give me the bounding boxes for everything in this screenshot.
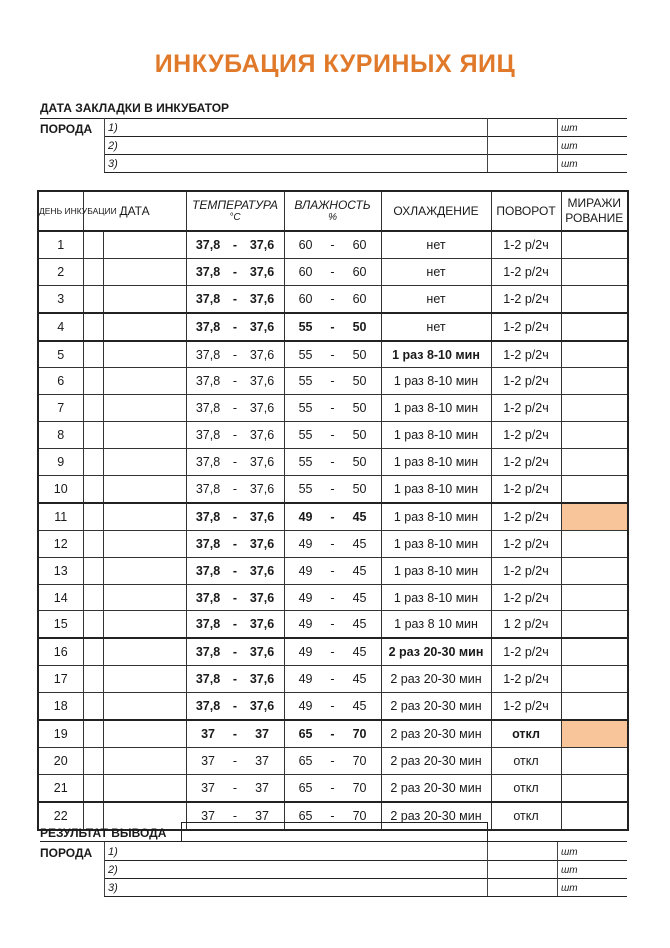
date-cell[interactable]: [103, 258, 186, 285]
table-row: [38, 530, 628, 557]
table-row: [38, 720, 628, 747]
gap-cell: [83, 285, 103, 312]
turn-cell: 1-2 р/2ч: [491, 422, 561, 449]
day-cell: 1: [38, 231, 83, 258]
date-cell[interactable]: [103, 720, 186, 747]
cooling-cell: 2 раз 20-30 мин: [381, 720, 491, 747]
humidity-cell: 55 - 50: [284, 313, 381, 341]
day-cell: 4: [38, 313, 83, 341]
gap-cell: [83, 503, 103, 530]
date-cell[interactable]: [103, 231, 186, 258]
candling-cell: [561, 774, 628, 801]
gap-cell: [83, 611, 103, 638]
cooling-cell: нет: [381, 231, 491, 258]
day-cell: 12: [38, 530, 83, 557]
candling-cell: [561, 422, 628, 449]
candling-cell: [561, 395, 628, 422]
date-cell[interactable]: [103, 611, 186, 638]
humidity-cell: 65 - 70: [284, 747, 381, 774]
cooling-cell: 1 раз 8-10 мин: [381, 341, 491, 368]
day-cell: 11: [38, 503, 83, 530]
temp-cell: 37,8 - 37,6: [186, 368, 284, 395]
col-turn-header: ПОВОРОТ: [491, 191, 561, 231]
date-cell[interactable]: [103, 503, 186, 530]
date-cell[interactable]: [103, 341, 186, 368]
table-row: [38, 611, 628, 638]
day-cell: 18: [38, 693, 83, 720]
table-row: [38, 231, 628, 258]
cooling-cell: нет: [381, 313, 491, 341]
cooling-cell: нет: [381, 285, 491, 312]
table-row: [38, 584, 628, 611]
temp-cell: 37,8 - 37,6: [186, 313, 284, 341]
date-cell[interactable]: [103, 693, 186, 720]
date-cell[interactable]: [103, 584, 186, 611]
humidity-cell: 55 - 50: [284, 395, 381, 422]
footer-line-1-unit: шт: [561, 847, 578, 858]
date-cell[interactable]: [103, 368, 186, 395]
col-temp-header: ТЕМПЕРАТУРА °C: [186, 191, 284, 231]
temp-cell: 37,8 - 37,6: [186, 584, 284, 611]
gap-cell: [83, 747, 103, 774]
col-mir-header: МИРАЖИ РОВАНИЕ: [561, 191, 628, 231]
candling-cell: [561, 231, 628, 258]
date-cell[interactable]: [103, 774, 186, 801]
humidity-cell: 49 - 45: [284, 530, 381, 557]
humidity-cell: 60 - 60: [284, 285, 381, 312]
cooling-cell: 2 раз 20-30 мин: [381, 747, 491, 774]
turn-cell: 1-2 р/2ч: [491, 666, 561, 693]
turn-cell: 1-2 р/2ч: [491, 258, 561, 285]
temp-cell: 37 - 37: [186, 802, 284, 830]
temp-cell: 37,8 - 37,6: [186, 449, 284, 476]
temp-cell: 37,8 - 37,6: [186, 557, 284, 584]
humidity-cell: 65 - 70: [284, 774, 381, 801]
cooling-cell: 2 раз 20-30 мин: [381, 638, 491, 665]
humidity-cell: 55 - 50: [284, 449, 381, 476]
gap-cell: [83, 368, 103, 395]
temp-cell: 37,8 - 37,6: [186, 611, 284, 638]
turn-cell: 1-2 р/2ч: [491, 313, 561, 341]
page-title: ИНКУБАЦИЯ КУРИНЫХ ЯИЦ: [154, 50, 516, 78]
col-date-header: ДАТА: [83, 191, 186, 231]
humidity-cell: 49 - 45: [284, 503, 381, 530]
day-cell: 6: [38, 368, 83, 395]
footer-line-2-unit: шт: [561, 865, 578, 876]
turn-cell: 1-2 р/2ч: [491, 368, 561, 395]
date-cell[interactable]: [103, 747, 186, 774]
breed-line-3-label: 3): [108, 158, 118, 170]
gap-cell: [83, 422, 103, 449]
candling-cell: [561, 258, 628, 285]
date-cell[interactable]: [103, 422, 186, 449]
turn-cell: 1-2 р/2ч: [491, 341, 561, 368]
temp-cell: 37 - 37: [186, 747, 284, 774]
gap-cell: [83, 638, 103, 665]
humidity-cell: 60 - 60: [284, 231, 381, 258]
date-cell[interactable]: [103, 666, 186, 693]
candling-cell: [561, 341, 628, 368]
date-cell[interactable]: [103, 638, 186, 665]
footer-line-2-label: 2): [108, 864, 118, 876]
cooling-cell: 1 раз 8-10 мин: [381, 584, 491, 611]
candling-cell: [561, 313, 628, 341]
turn-cell: 1 2 р/2ч: [491, 611, 561, 638]
cooling-cell: 1 раз 8-10 мин: [381, 530, 491, 557]
candling-cell: [561, 720, 628, 747]
footer-line-1-label: 1): [108, 846, 118, 858]
gap-cell: [83, 693, 103, 720]
candling-cell: [561, 747, 628, 774]
cooling-cell: 1 раз 8-10 мин: [381, 395, 491, 422]
turn-cell: 1-2 р/2ч: [491, 395, 561, 422]
day-cell: 19: [38, 720, 83, 747]
date-label: ДАТА ЗАКЛАДКИ В ИНКУБАТОР: [40, 101, 230, 115]
candling-cell: [561, 802, 628, 830]
table-row: [38, 422, 628, 449]
cooling-cell: 2 раз 20-30 мин: [381, 802, 491, 830]
gap-cell: [83, 341, 103, 368]
footer-line-3-unit: шт: [561, 883, 578, 894]
table-row: [38, 693, 628, 720]
date-cell[interactable]: [103, 476, 186, 503]
day-cell: 15: [38, 611, 83, 638]
incubation-table: [37, 190, 629, 831]
turn-cell: 1-2 р/2ч: [491, 285, 561, 312]
table-row: [38, 747, 628, 774]
gap-cell: [83, 313, 103, 341]
day-cell: 20: [38, 747, 83, 774]
gap-cell: [83, 476, 103, 503]
turn-cell: 1-2 р/2ч: [491, 476, 561, 503]
day-cell: 22: [38, 802, 83, 830]
candling-cell: [561, 666, 628, 693]
candling-cell: [561, 503, 628, 530]
turn-cell: 1-2 р/2ч: [491, 530, 561, 557]
turn-cell: 1-2 р/2ч: [491, 231, 561, 258]
turn-cell: 1-2 р/2ч: [491, 449, 561, 476]
candling-cell: [561, 693, 628, 720]
turn-cell: 1-2 р/2ч: [491, 503, 561, 530]
day-cell: 2: [38, 258, 83, 285]
day-cell: 10: [38, 476, 83, 503]
humidity-cell: 55 - 50: [284, 476, 381, 503]
footer-breed-label: ПОРОДА: [40, 846, 93, 860]
humidity-cell: 65 - 70: [284, 802, 381, 830]
temp-cell: 37,8 - 37,6: [186, 231, 284, 258]
gap-cell: [83, 584, 103, 611]
table-row: [38, 258, 628, 285]
humidity-cell: 55 - 50: [284, 368, 381, 395]
date-cell[interactable]: [103, 395, 186, 422]
day-cell: 5: [38, 341, 83, 368]
candling-cell: [561, 611, 628, 638]
temp-cell: 37,8 - 37,6: [186, 638, 284, 665]
day-cell: 9: [38, 449, 83, 476]
date-cell[interactable]: [103, 557, 186, 584]
cooling-cell: 1 раз 8-10 мин: [381, 449, 491, 476]
candling-cell: [561, 557, 628, 584]
table-row: [38, 449, 628, 476]
day-cell: 7: [38, 395, 83, 422]
breed-line-1-label: 1): [108, 122, 118, 134]
gap-cell: [83, 557, 103, 584]
candling-cell: [561, 584, 628, 611]
date-cell[interactable]: [103, 530, 186, 557]
candling-cell: [561, 476, 628, 503]
gap-cell: [83, 231, 103, 258]
col-day-header: ДЕНЬ ИНКУБАЦИИ: [38, 191, 83, 231]
turn-cell: 1-2 р/2ч: [491, 557, 561, 584]
date-cell[interactable]: [103, 313, 186, 341]
table-row: [38, 313, 628, 341]
day-cell: 13: [38, 557, 83, 584]
turn-cell: откл: [491, 747, 561, 774]
temp-cell: 37,8 - 37,6: [186, 530, 284, 557]
table-row: [38, 476, 628, 503]
col-hum-header: ВЛАЖНОСТЬ %: [284, 191, 381, 231]
day-cell: 3: [38, 285, 83, 312]
cooling-cell: 1 раз 8-10 мин: [381, 557, 491, 584]
humidity-cell: 65 - 70: [284, 720, 381, 747]
humidity-cell: 60 - 60: [284, 258, 381, 285]
table-header: [38, 191, 628, 231]
cooling-cell: 1 раз 8-10 мин: [381, 476, 491, 503]
cooling-cell: 2 раз 20-30 мин: [381, 693, 491, 720]
date-cell[interactable]: [103, 285, 186, 312]
temp-cell: 37,8 - 37,6: [186, 666, 284, 693]
candling-cell: [561, 530, 628, 557]
gap-cell: [83, 449, 103, 476]
result-label: РЕЗУЛЬТАТ ВЫВОДА: [40, 826, 167, 840]
humidity-cell: 49 - 45: [284, 693, 381, 720]
gap-cell: [83, 774, 103, 801]
table-row: [38, 503, 628, 530]
humidity-cell: 49 - 45: [284, 611, 381, 638]
turn-cell: откл: [491, 802, 561, 830]
humidity-cell: 49 - 45: [284, 557, 381, 584]
temp-cell: 37 - 37: [186, 720, 284, 747]
turn-cell: 1-2 р/2ч: [491, 693, 561, 720]
temp-cell: 37,8 - 37,6: [186, 422, 284, 449]
temp-cell: 37,8 - 37,6: [186, 503, 284, 530]
breed-line-1-unit: шт: [561, 123, 578, 134]
temp-cell: 37 - 37: [186, 774, 284, 801]
turn-cell: 1-2 р/2ч: [491, 638, 561, 665]
breed-line-2-unit: шт: [561, 141, 578, 152]
temp-cell: 37,8 - 37,6: [186, 395, 284, 422]
gap-cell: [83, 666, 103, 693]
cooling-cell: 2 раз 20-30 мин: [381, 774, 491, 801]
candling-cell: [561, 638, 628, 665]
cooling-cell: 1 раз 8-10 мин: [381, 503, 491, 530]
day-cell: 21: [38, 774, 83, 801]
gap-cell: [83, 258, 103, 285]
day-cell: 17: [38, 666, 83, 693]
temp-cell: 37,8 - 37,6: [186, 258, 284, 285]
col-cool-header: ОХЛАЖДЕНИЕ: [381, 191, 491, 231]
table-row: [38, 557, 628, 584]
breed-label: ПОРОДА: [40, 122, 93, 136]
gap-cell: [83, 395, 103, 422]
humidity-cell: 55 - 50: [284, 341, 381, 368]
turn-cell: откл: [491, 720, 561, 747]
day-cell: 14: [38, 584, 83, 611]
turn-cell: 1-2 р/2ч: [491, 584, 561, 611]
cooling-cell: 1 раз 8-10 мин: [381, 422, 491, 449]
table-row: [38, 395, 628, 422]
humidity-cell: 49 - 45: [284, 666, 381, 693]
result-box[interactable]: [181, 822, 488, 842]
gap-cell: [83, 530, 103, 557]
cooling-cell: 1 раз 8-10 мин: [381, 368, 491, 395]
candling-cell: [561, 285, 628, 312]
candling-cell: [561, 449, 628, 476]
temp-cell: 37,8 - 37,6: [186, 693, 284, 720]
footer-line-3-label: 3): [108, 882, 118, 894]
cooling-cell: 1 раз 8 10 мин: [381, 611, 491, 638]
breed-line-3-unit: шт: [561, 159, 578, 170]
breed-line-2-label: 2): [108, 140, 118, 152]
table-row: [38, 341, 628, 368]
temp-cell: 37,8 - 37,6: [186, 476, 284, 503]
temp-cell: 37,8 - 37,6: [186, 285, 284, 312]
candling-cell: [561, 368, 628, 395]
humidity-cell: 55 - 50: [284, 422, 381, 449]
table-row: [38, 368, 628, 395]
humidity-cell: 49 - 45: [284, 584, 381, 611]
day-cell: 8: [38, 422, 83, 449]
date-cell[interactable]: [103, 449, 186, 476]
table-row: [38, 285, 628, 312]
humidity-cell: 49 - 45: [284, 638, 381, 665]
temp-cell: 37,8 - 37,6: [186, 341, 284, 368]
day-cell: 16: [38, 638, 83, 665]
turn-cell: откл: [491, 774, 561, 801]
cooling-cell: 2 раз 20-30 мин: [381, 666, 491, 693]
gap-cell: [83, 720, 103, 747]
table-row: [38, 638, 628, 665]
table-row: [38, 774, 628, 801]
table-row: [38, 666, 628, 693]
cooling-cell: нет: [381, 258, 491, 285]
